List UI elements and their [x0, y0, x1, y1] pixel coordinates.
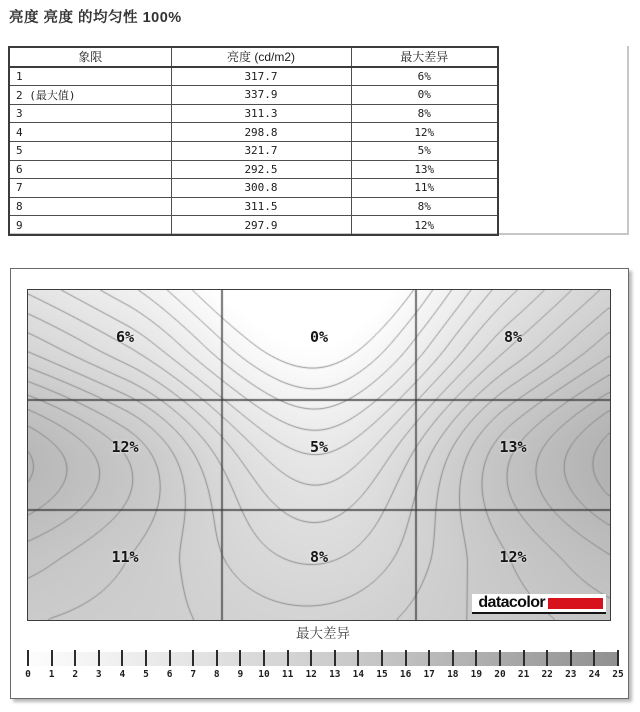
scale-tick: [475, 650, 477, 666]
col-header-luminance: 亮度 (cd/m2): [171, 47, 351, 67]
scale-tick: [98, 650, 100, 666]
cell-label: 12%: [111, 438, 139, 456]
table-cell: 321.7: [171, 141, 351, 160]
datacolor-logo-text: datacolor: [478, 594, 545, 611]
cell-label: 12%: [499, 548, 527, 566]
table-cell: 6%: [351, 67, 498, 86]
table-row: [9, 216, 498, 235]
cell-label: 13%: [499, 438, 527, 456]
table-row: [9, 141, 498, 160]
scale-tick-label: 7: [190, 669, 197, 680]
table-cell: 2 (最大值): [9, 86, 171, 105]
col-header-maxdiff: 最大差异: [351, 47, 498, 67]
scale-tick: [145, 650, 147, 666]
scale-tick-label: 22: [541, 669, 553, 680]
uniformity-table: [8, 46, 499, 236]
scale-tick-label: 2: [72, 669, 79, 680]
scale-tick-label: 17: [423, 669, 435, 680]
table-row: [9, 86, 498, 105]
scale-tick: [617, 650, 619, 666]
table-cell: 297.9: [171, 216, 351, 235]
table-cell: 4: [9, 123, 171, 142]
table-row: [9, 123, 498, 142]
scale-tick-label: 12: [305, 669, 317, 680]
table-cell: 311.3: [171, 104, 351, 123]
scalebar-title: 最大差异: [296, 626, 350, 641]
scalebar-gradient: [25, 652, 624, 680]
scale-tick: [452, 650, 454, 666]
contour-panel: [10, 268, 629, 699]
scale-tick-label: 10: [258, 669, 270, 680]
scale-tick-label: 8: [213, 669, 220, 680]
table-cell: 8: [9, 197, 171, 216]
table-cell: 9: [9, 216, 171, 235]
table-cell: 5: [9, 141, 171, 160]
scale-tick-label: 24: [588, 669, 601, 680]
scale-tick-label: 20: [494, 669, 506, 680]
table-cell: 6: [9, 160, 171, 179]
scale-tick: [239, 650, 241, 666]
scale-tick-label: 14: [352, 669, 365, 680]
table-cell: 3: [9, 104, 171, 123]
scale-tick: [334, 650, 336, 666]
scale-tick: [216, 650, 218, 666]
scale-tick-label: 1: [48, 669, 55, 680]
scale-tick: [546, 650, 548, 666]
scale-tick: [310, 650, 312, 666]
scale-tick-label: 15: [376, 669, 388, 680]
scale-tick: [51, 650, 53, 666]
scale-tick: [357, 650, 359, 666]
scale-tick: [121, 650, 123, 666]
table-row: [9, 104, 498, 123]
cell-label: 11%: [111, 548, 139, 566]
table-row: [9, 67, 498, 86]
scale-tick: [405, 650, 407, 666]
table-cell: 13%: [351, 160, 498, 179]
table-cell: 8%: [351, 104, 498, 123]
table-row: [9, 179, 498, 198]
scale-tick-label: 21: [517, 669, 530, 680]
scale-tick-label: 9: [237, 669, 244, 680]
table-cell: 298.8: [171, 123, 351, 142]
scale-tick: [570, 650, 572, 666]
logo-red-bar: [548, 598, 603, 609]
scale-tick-label: 0: [25, 669, 31, 680]
scale-tick: [287, 650, 289, 666]
table-row: [9, 197, 498, 216]
table-section: [8, 46, 629, 235]
table-cell: 311.5: [171, 197, 351, 216]
page-title: 亮度 亮度 的均匀性 100%: [9, 10, 182, 26]
scale-tick: [523, 650, 525, 666]
scale-tick: [27, 650, 29, 666]
scale-tick: [263, 650, 265, 666]
scale-tick: [74, 650, 76, 666]
table-cell: 292.5: [171, 160, 351, 179]
table-cell: 7: [9, 179, 171, 198]
table-cell: 337.9: [171, 86, 351, 105]
table-cell: 5%: [351, 141, 498, 160]
scale-tick-label: 6: [166, 669, 173, 680]
scale-tick-label: 5: [143, 669, 149, 680]
scale-tick: [381, 650, 383, 666]
scale-tick-label: 25: [612, 669, 624, 680]
scale-tick-label: 23: [565, 669, 577, 680]
cell-label: 6%: [115, 328, 135, 346]
contour-plot: [27, 289, 611, 621]
scale-tick-label: 18: [447, 669, 459, 680]
cell-label: 5%: [309, 438, 329, 456]
table-cell: 8%: [351, 197, 498, 216]
scale-tick-label: 11: [281, 669, 294, 680]
scale-tick: [169, 650, 171, 666]
table-cell: 12%: [351, 216, 498, 235]
datacolor-logo: [472, 594, 606, 614]
table-cell: 317.7: [171, 67, 351, 86]
scale-tick-label: 19: [470, 669, 483, 680]
scale-tick: [593, 650, 595, 666]
scale-tick-label: 16: [399, 669, 412, 680]
cell-label: 8%: [309, 548, 329, 566]
col-header-quadrant: 象限: [9, 47, 171, 67]
scale-tick: [192, 650, 194, 666]
table-cell: 11%: [351, 179, 498, 198]
cell-label: 0%: [309, 328, 329, 346]
table-row: [9, 160, 498, 179]
scale-tick-label: 3: [95, 669, 102, 680]
scale-tick: [428, 650, 430, 666]
scale-tick-label: 13: [329, 669, 341, 680]
table-cell: 0%: [351, 86, 498, 105]
table-cell: 1: [9, 67, 171, 86]
cell-label: 8%: [503, 328, 523, 346]
table-cell: 300.8: [171, 179, 351, 198]
scale-tick-label: 4: [119, 669, 126, 680]
scale-tick: [499, 650, 501, 666]
table-cell: 12%: [351, 123, 498, 142]
table-header-row: [9, 47, 498, 67]
